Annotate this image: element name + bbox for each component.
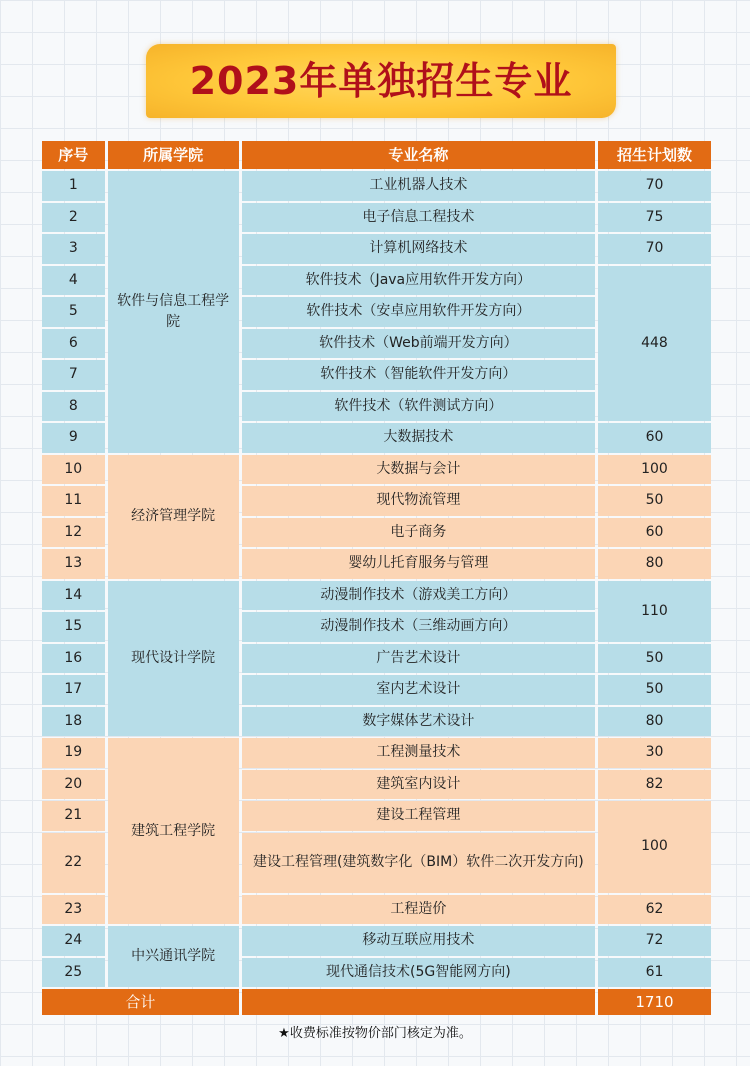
row-major: 软件技术（智能软件开发方向） (242, 360, 595, 390)
row-major: 大数据技术 (242, 423, 595, 453)
row-no: 3 (42, 234, 105, 264)
table-row (42, 926, 711, 956)
table-row (42, 455, 711, 485)
row-major: 移动互联应用技术 (242, 926, 595, 956)
row-major: 电子商务 (242, 518, 595, 548)
row-major: 工程造价 (242, 895, 595, 925)
row-no: 20 (42, 770, 105, 800)
row-major: 软件技术（Web前端开发方向） (242, 329, 595, 359)
college-cell: 中兴通讯学院 (108, 926, 239, 987)
total-row (42, 989, 711, 1015)
row-major: 现代通信技术(5G智能网方向) (242, 958, 595, 988)
row-major: 建筑室内设计 (242, 770, 595, 800)
row-plan: 80 (598, 707, 711, 737)
row-major: 现代物流管理 (242, 486, 595, 516)
row-plan: 75 (598, 203, 711, 233)
row-no: 21 (42, 801, 105, 831)
row-no: 15 (42, 612, 105, 642)
row-no: 18 (42, 707, 105, 737)
row-major: 大数据与会计 (242, 455, 595, 485)
row-plan: 70 (598, 234, 711, 264)
row-major: 室内艺术设计 (242, 675, 595, 705)
college-cell: 建筑工程学院 (108, 738, 239, 924)
college-cell: 现代设计学院 (108, 581, 239, 737)
row-major: 工程测量技术 (242, 738, 595, 768)
row-no: 10 (42, 455, 105, 485)
row-no: 8 (42, 392, 105, 422)
table-header-row (42, 141, 711, 169)
page-title: 2023年单独招生专业 (189, 59, 573, 103)
row-major: 动漫制作技术（三维动画方向） (242, 612, 595, 642)
row-plan: 70 (598, 171, 711, 201)
row-no: 25 (42, 958, 105, 988)
table-row (42, 738, 711, 768)
row-major: 软件技术（软件测试方向） (242, 392, 595, 422)
header-major: 专业名称 (242, 141, 595, 169)
total-label: 合计 (42, 989, 239, 1015)
row-major: 婴幼儿托育服务与管理 (242, 549, 595, 579)
header-plan: 招生计划数 (598, 141, 711, 169)
row-no: 6 (42, 329, 105, 359)
row-plan: 62 (598, 895, 711, 925)
row-plan: 100 (598, 455, 711, 485)
row-no: 17 (42, 675, 105, 705)
header-no: 序号 (42, 141, 105, 169)
row-plan: 50 (598, 644, 711, 674)
total-value: 1710 (598, 989, 711, 1015)
row-plan: 100 (598, 801, 711, 893)
row-no: 13 (42, 549, 105, 579)
row-major: 动漫制作技术（游戏美工方向） (242, 581, 595, 611)
header-college: 所属学院 (108, 141, 239, 169)
row-plan: 50 (598, 675, 711, 705)
college-cell: 软件与信息工程学院 (108, 171, 239, 453)
total-blank (242, 989, 595, 1015)
row-major: 建设工程管理 (242, 801, 595, 831)
row-no: 12 (42, 518, 105, 548)
row-no: 19 (42, 738, 105, 768)
majors-table (39, 139, 714, 1017)
footnote: ★收费标准按物价部门核定为准。 (278, 1026, 472, 1041)
row-no: 7 (42, 360, 105, 390)
row-major: 软件技术（Java应用软件开发方向） (242, 266, 595, 296)
row-major: 数字媒体艺术设计 (242, 707, 595, 737)
row-no: 5 (42, 297, 105, 327)
college-cell: 经济管理学院 (108, 455, 239, 579)
row-no: 22 (42, 833, 105, 893)
row-plan: 30 (598, 738, 711, 768)
row-major: 软件技术（安卓应用软件开发方向） (242, 297, 595, 327)
row-no: 11 (42, 486, 105, 516)
row-plan: 61 (598, 958, 711, 988)
row-no: 2 (42, 203, 105, 233)
row-no: 14 (42, 581, 105, 611)
row-no: 1 (42, 171, 105, 201)
row-plan: 60 (598, 518, 711, 548)
row-plan: 80 (598, 549, 711, 579)
row-major: 计算机网络技术 (242, 234, 595, 264)
row-major: 工业机器人技术 (242, 171, 595, 201)
row-no: 16 (42, 644, 105, 674)
row-plan: 110 (598, 581, 711, 642)
row-plan: 72 (598, 926, 711, 956)
row-major: 电子信息工程技术 (242, 203, 595, 233)
row-no: 24 (42, 926, 105, 956)
row-major: 建设工程管理(建筑数字化（BIM）软件二次开发方向) (242, 833, 595, 893)
row-major: 广告艺术设计 (242, 644, 595, 674)
row-plan: 448 (598, 266, 711, 422)
row-plan: 82 (598, 770, 711, 800)
row-plan: 50 (598, 486, 711, 516)
table-row (42, 581, 711, 611)
table-row (42, 171, 711, 201)
row-no: 9 (42, 423, 105, 453)
row-plan: 60 (598, 423, 711, 453)
row-no: 23 (42, 895, 105, 925)
row-no: 4 (42, 266, 105, 296)
